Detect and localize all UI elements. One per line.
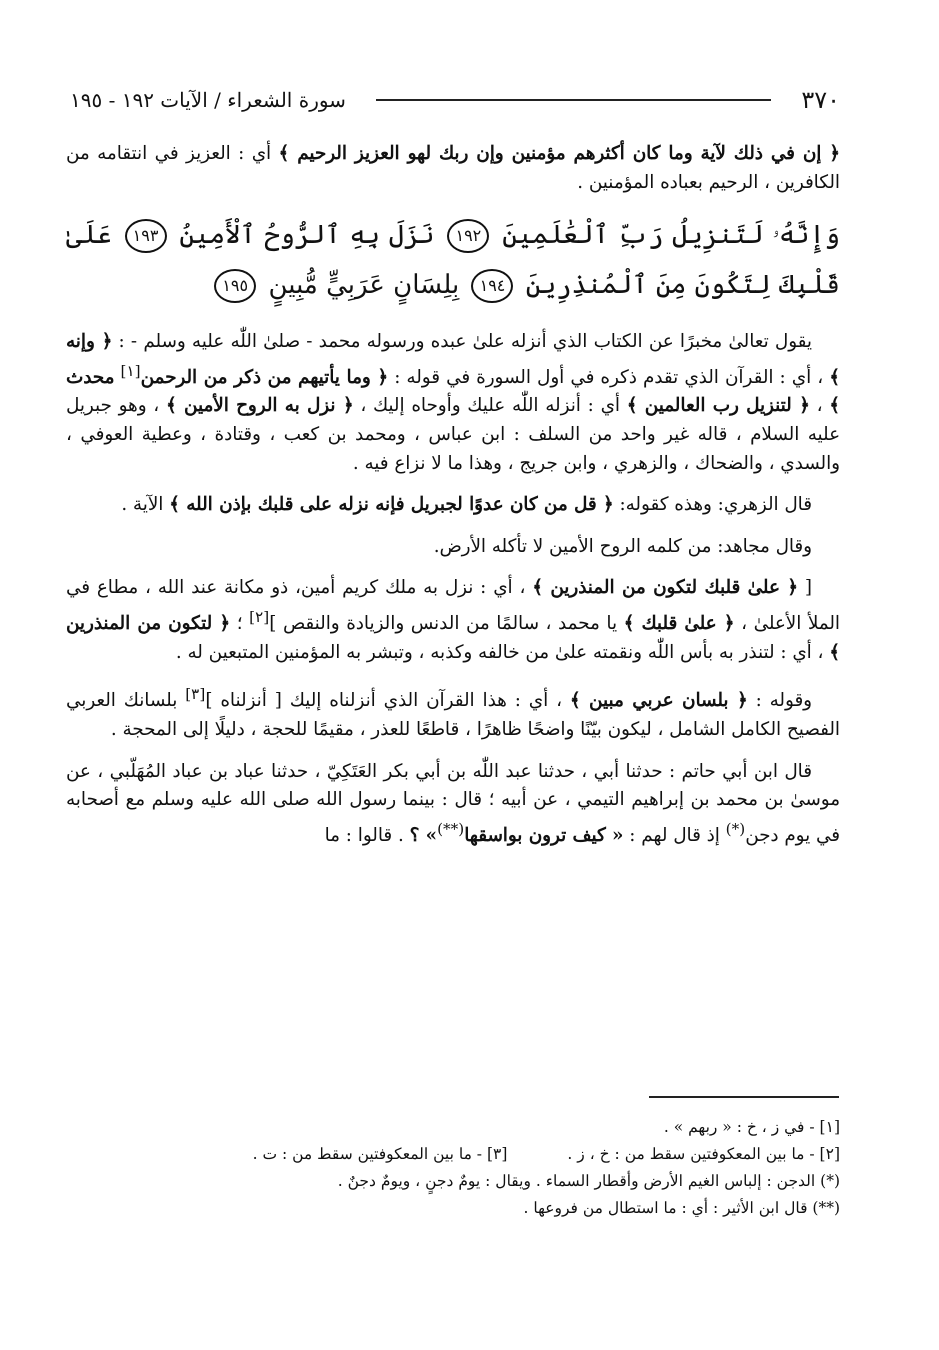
paragraph-2 bbox=[66, 328, 840, 478]
commentary-text: ، أي : القرآن الذي تقدم ذكره في أول السورة في قوله : bbox=[394, 366, 824, 388]
footnote-row bbox=[66, 1141, 840, 1168]
page-body bbox=[66, 140, 840, 863]
quran-verses-block bbox=[66, 210, 840, 310]
commentary-text: أي : العزيز في انتقامه من الكافرين ، الرحيم بعباده المؤمنين . bbox=[66, 143, 840, 193]
commentary-text: بلسانك العربي الفصيح الكامل الشامل ، ليكون بيّنًا واضحًا ظاهرًا ، قاطعًا للعذر ، مقيمًا للحجة ، دليلًا إلى المحجة . bbox=[66, 690, 840, 740]
quran-quote: محدث ﴾ bbox=[66, 366, 840, 417]
quran-quote: ﴿ بلسان عربي مبين ﴾ bbox=[569, 690, 748, 712]
verse-192-text: وَإِنَّهُۥ لَتَنزِيلُ رَبِّ ٱلْعَٰلَمِينَ bbox=[502, 220, 840, 251]
verse-195-text: بِلِسَانٍ عَرَبِيٍّ مُّبِينٍ bbox=[268, 270, 460, 301]
paragraph-5 bbox=[66, 574, 840, 667]
quran-quote: ﴿ وما يأتيهم من ذكر من الرحمن bbox=[140, 366, 389, 388]
hadith-quote: « كيف ترون بواسقها bbox=[464, 824, 624, 846]
commentary-text: قال الزهري: وهذه كقوله: bbox=[619, 494, 812, 516]
page-number: ٣٧٠ bbox=[801, 86, 840, 114]
ayah-marker-193: ١٩٣ bbox=[125, 219, 167, 253]
commentary-text: ، أي : لتنذر به بأس اللّٰه ونقمته علىٰ من خالفه وكذبه ، وتبشر به المؤمنين المتبعين له . bbox=[175, 641, 824, 663]
commentary-text: ، أي : نزل به ملك كريم أمين، ذو مكانة عند الله ، مطاع في الملأ الأعلىٰ ، bbox=[66, 577, 841, 635]
page-header bbox=[70, 80, 840, 120]
quran-quote: ﴿ قل من كان عدوًا لجبريل فإنه نزله على قلبك بإذن الله ﴾ bbox=[169, 494, 614, 516]
footnote-1: [١] - في ز ، خ : « ربهم » . bbox=[663, 1118, 840, 1136]
paragraph-3 bbox=[66, 491, 840, 520]
commentary-text: ؛ bbox=[236, 613, 243, 635]
ayah-marker-195: ١٩٥ bbox=[214, 269, 256, 303]
footnote-star: (*) الدجن : إلباس الغيم الأرض وأقطار السماء . ويقال : يومٌ دجنٍ ، ويومٌ دجنٌ . bbox=[337, 1172, 840, 1190]
paragraph-6 bbox=[66, 680, 840, 744]
header-rule bbox=[376, 99, 771, 101]
quran-quote: ﴿ لتنزيل رب العالمين ﴾ bbox=[626, 395, 810, 417]
commentary-text: قال ابن أبي حاتم : حدثنا أبي ، حدثنا عبد اللّٰه بن أبي بكر العَتَكِيّ ، حدثنا عباد بن عباد المُهَلّبي ، عن موسىٰ بن محمد بن إبراهيم التيمي ، عن أبيه ؛ قال : بينما رسول الله صلى الله عليه وسلم مع أصحابه في يوم دجن bbox=[66, 760, 840, 846]
commentary-text: ، أي : هذا القرآن الذي أنزلناه إليك [ أنزلناه ] bbox=[205, 690, 562, 712]
quran-quote: ﴿ علىٰ قلبك ﴾ bbox=[623, 613, 735, 635]
commentary-text: أي : أنزله اللّٰه عليك وأوحاه إليك ، bbox=[360, 395, 620, 417]
commentary-text: وقال مجاهد: من كلمه الروح الأمين لا تأكله الأرض. bbox=[433, 535, 812, 557]
quran-quote: ﴿ إن في ذلك لآية وما كان أكثرهم مؤمنين وإن ربك لهو العزيز الرحيم ﴾ bbox=[278, 143, 840, 164]
quran-quote: ﴿ لتكون من المنذرين ﴾ bbox=[66, 613, 840, 663]
commentary-text: الآية . bbox=[121, 494, 164, 516]
bracket: [ bbox=[804, 577, 813, 599]
footnote-ref-3: [٣] bbox=[185, 685, 206, 704]
paragraph-4 bbox=[66, 533, 840, 562]
commentary-text: ، وهو جبريل عليه السلام ، قاله غير واحد من السلف : ابن عباس ، ومحمد بن كعب ، وقتادة ، وعطية العوفي ، والسدي ، والضحاك ، والزهري ، وابن جريج ، وهذا ما لا نزاع فيه . bbox=[66, 395, 840, 474]
ayah-marker-192: ١٩٢ bbox=[447, 219, 489, 253]
quran-quote: ﴿ نزل به الروح الأمين ﴾ bbox=[166, 395, 354, 417]
commentary-text: ، bbox=[816, 395, 823, 417]
footnotes bbox=[66, 1114, 840, 1222]
commentary-text: إذ قال لهم : bbox=[629, 824, 720, 846]
footnote-rule bbox=[649, 1096, 839, 1098]
commentary-text: وقوله : bbox=[755, 690, 813, 712]
footnote-ref-2: [٢] bbox=[249, 608, 270, 627]
paragraph-1 bbox=[66, 140, 840, 197]
footnote-ref-star: (*) bbox=[725, 819, 746, 838]
footnote-3: [٣] - ما بين المعكوفتين سقط من : ت . bbox=[252, 1145, 508, 1163]
commentary-text: . قالوا : ما bbox=[324, 824, 404, 846]
commentary-text: يا محمد ، سالمًا من الدنس والزيادة والنقص ] bbox=[269, 613, 618, 635]
commentary-text: يقول تعالىٰ مخبرًا عن الكتاب الذي أنزله علىٰ عبده ورسوله محمد - صلىٰ اللّٰه عليه وسلم - : bbox=[118, 331, 812, 353]
verse-194-text: عَلَىٰ قَلْبِكَ لِتَكُونَ مِنَ ٱلْمُنذِرِينَ bbox=[66, 220, 840, 301]
verse-193-text: نَزَلَ بِهِ ٱلرُّوحُ ٱلْأَمِينُ bbox=[179, 220, 435, 251]
footnote-ref-1: [١] bbox=[120, 361, 141, 380]
hadith-quote: » ؟ bbox=[409, 824, 438, 846]
quran-quote: ﴿ علىٰ قلبك لتكون من المنذرين ﴾ bbox=[532, 577, 798, 599]
ayah-marker-194: ١٩٤ bbox=[471, 269, 513, 303]
paragraph-7 bbox=[66, 758, 840, 851]
footnote-ref-double-star: (**) bbox=[437, 819, 465, 838]
footnote-2: [٢] - ما بين المعكوفتين سقط من : خ ، ز . bbox=[567, 1145, 840, 1163]
footnote-double-star: (**) قال ابن الأثير : أي : ما استطال من فروعها . bbox=[523, 1199, 840, 1217]
quran-quote: ﴿ وإنه ﴾ bbox=[66, 331, 840, 388]
running-title: سورة الشعراء / الآيات ١٩٢ - ١٩٥ bbox=[70, 88, 346, 112]
